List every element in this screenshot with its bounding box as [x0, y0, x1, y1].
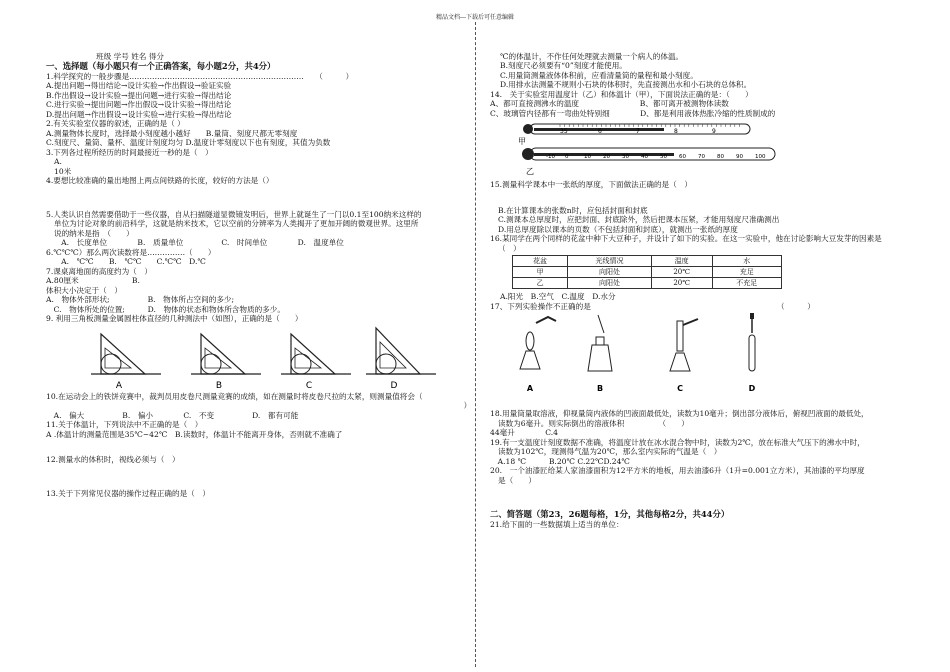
table-header-cell: 光线情况 [568, 256, 652, 267]
spacer [490, 485, 930, 509]
l-q1c: C.进行实验→提出问题→作出假设→设计实验→得出结论 [46, 100, 232, 110]
l-q7: 7.课桌离地面的高度约为（ ） [46, 266, 152, 276]
thermometer-figure [490, 118, 930, 178]
figure-q17 [490, 311, 930, 409]
r-q16: 16.某同学在两个同样的花盆中种下大豆种子，并设计了如下的实验。在这一实验中，他在讨论影响大豆发芽的因素是 [490, 234, 882, 244]
spacer [46, 186, 464, 210]
cylinder [201, 354, 221, 374]
r-1: ℃的体温计，不作任何处理就去测量一个病人的体温。 [500, 52, 684, 61]
scale-yi-1: 0 [565, 154, 569, 161]
left-column [46, 52, 472, 498]
operation-b [588, 315, 612, 393]
l-q7a: A.80厘米 B. [46, 276, 140, 286]
l-q5c: 说的纳米是指 （ ） [54, 228, 134, 238]
l-q2cd: C.刻度尺、量筒、量杯、温度计刻度均匀 D.温度计零刻度以下也有刻度，其值为负数 [46, 138, 331, 148]
column-divider [475, 22, 476, 667]
table-cell: 向阳处 [568, 267, 652, 278]
l-sec1: 一、选择题（每小题只有一个正确答案，每小题2分，共4分） [46, 61, 276, 72]
r-4: D.用排水法测量不规则小石块的体积时，先直接测出水和小石块的总体积。 [500, 80, 752, 90]
setup-c [281, 334, 351, 391]
l-q1: 1.科学探究的一般步骤是…………………………………………………………… （ ） [46, 71, 354, 81]
r-q14cd: C、玻璃管内径都有一弯曲处特别细 D、都是利用液体热胀冷缩的性质制成的 [490, 108, 776, 118]
r-q19o: A.18 ℃ B.20℃ C.22℃D.24℃ [490, 456, 630, 466]
label-d: D [390, 380, 398, 391]
l-info: 班级 学号 姓名 得分 [96, 52, 164, 61]
table-cell: 甲 [513, 267, 568, 278]
test-tube [677, 321, 683, 351]
setup-a [91, 334, 161, 391]
lab-operation-figure [490, 311, 930, 407]
setup-d [366, 328, 436, 391]
l-q13: 13.关于下列常见仪器的操作过程正确的是（ ） [46, 488, 210, 498]
neck [596, 337, 604, 345]
r-q16b: （ ） [498, 243, 521, 253]
table-header-cell: 水 [712, 256, 781, 267]
label-b: B [596, 384, 604, 394]
table-header-cell: 温度 [651, 256, 712, 267]
scale-yi-7: 60 [679, 154, 686, 161]
cylinder [101, 354, 121, 374]
r-q18b: 读数为6毫升。则实际倒出的溶液体积 （ ） [498, 418, 689, 428]
lamp [520, 351, 540, 369]
cylinder [291, 354, 311, 374]
bulb-yi [522, 148, 534, 160]
l-q9: 9. 利用三角板测量金属圆柱体直径的几种测法中（如图），正确的是（ ） [46, 314, 303, 324]
dropper-bulb [750, 313, 754, 319]
scale-jia-0: 35 [560, 128, 568, 136]
bulb-jia [523, 124, 533, 134]
table-cell: 20℃ [651, 278, 712, 289]
spacer [490, 190, 930, 206]
r-2: B.刻度尺必须要有“0”刻度才能使用。 [500, 61, 627, 71]
table-row [513, 278, 782, 289]
r-q20b: 是（ ） [498, 475, 536, 485]
r-q14ab: A、都可直接测沸水的温度 B、都可离开被测物体读数 [490, 99, 729, 109]
flame [526, 332, 534, 350]
r-q15: 15.测量科学课本中一张纸的厚度，下面做法正确的是（ ） [490, 180, 692, 190]
l-q10: 10.在运动会上的铁饼竞赛中，裁判员用皮卷尺测量竞赛的成绩，如在测量时将皮卷尺拉的太紧，则测量值将会（ [46, 391, 423, 401]
figure-q9 [46, 324, 464, 392]
l-q1d: D.提出问题→作出假设→设计实验→进行实验→得出结论 [46, 109, 232, 119]
r-q15c: C.测课本总厚度时，应把封面、封底除外，然后把课本压紧，才能用刻度尺准确测出 [498, 215, 780, 225]
operation-c [670, 319, 698, 393]
label-a: A [115, 380, 123, 391]
r-q19: 19.有一支温度计刻度数据不准确，将温度计放在冰水混合物中时，读数为2℃，放在标准大气压下的沸水中时， [490, 437, 865, 447]
l-q11a: A .体温计的测量范围是35℃~42℃ B.读数时，体温计不能离开身体，否则就不准确了 [46, 429, 343, 439]
l-q3a: A. [54, 157, 62, 167]
scale-jia-1: 6 [598, 128, 602, 136]
l-q5: 5.人类认识自然需要借助于一些仪器，自从扫描隧道显微镜发明后，世界上就诞生了一门以0.1至100纳米这样的 [46, 209, 422, 219]
r-q18: 18.用量筒量取溶液，仰视量筒内液体的凹液面最低处，读数为10毫升；倒出部分液体后，俯视凹液面的最低处， [490, 409, 869, 419]
scale-yi-5: 40 [641, 154, 648, 161]
l-q3: 3.下列各过程所经历的时间最接近一秒的是（ ） [46, 147, 213, 157]
l-q1a: A.提出问题→得出结论→设计实验→作出假设→验证实验 [46, 81, 232, 91]
spacer [46, 439, 464, 455]
r-q19b: 读数为102℃，现测得气温为20℃，那么室内实际的气温是（ ） [498, 447, 722, 457]
table-cell: 充足 [712, 267, 781, 278]
l-q11: 11.关于体温计，下列说法中不正确的是（ ） [46, 420, 203, 430]
l-q10b: ） [456, 401, 472, 411]
lamp [670, 353, 690, 371]
bottle [588, 345, 612, 371]
l-q10o: A. 偏大 B. 偏小 C. 不变 D. 都有可能 [46, 410, 299, 420]
l-q1b: B.作出假设→设计实验→提出问题→进行实验→得出结论 [46, 90, 232, 100]
operation-d [749, 313, 756, 393]
clinical-thermometer [518, 124, 750, 146]
triangle-ruler-figure [46, 324, 446, 390]
l-q5b: 单位为讨论对象的前沿科学，这就是纳米技术，它以空前的分辨率为人类揭开了更加开阔的微观世界。这里所 [54, 219, 419, 229]
table-header-cell: 花盆 [513, 256, 568, 267]
table-cell: 不充足 [712, 278, 781, 289]
l-q6: 6.℃℃℃）那么两次读数将是……………（ ） [46, 247, 216, 257]
l-q2ab: A.测量物体长度时，选择最小刻度越小越好 B.量筒、刻度尺都无零刻度 [46, 128, 298, 138]
r-3: C.用量筒测量液体体积前，应看清量筒的量程和最小刻度。 [500, 70, 698, 80]
scale-yi-8: 70 [698, 154, 705, 161]
scale-yi-11: 100 [755, 154, 766, 161]
page-header: 精品文档---下载后可任意编辑 [435, 14, 515, 21]
r-q17: 17、下列实验操作不正确的是 （ ） [490, 301, 815, 311]
table-cell: 乙 [513, 278, 568, 289]
r-q15d: D.用总厚度除以课本的页数（不包括封面和封底），就测出一张纸的厚度 [498, 224, 738, 234]
label-d: D [748, 384, 756, 394]
l-q6o: A. ℃℃ B. ℃℃ C.℃℃ D.℃ [46, 257, 206, 267]
scale-yi-0: -10 [546, 154, 555, 161]
scale-yi-9: 80 [717, 154, 724, 161]
scale-jia-3: 8 [674, 128, 678, 136]
setup-b [191, 334, 261, 391]
l-q5o: A. 长度单位 B. 质量单位 C. 时间单位 D. 温度单位 [46, 238, 344, 248]
label-jia: 甲 [518, 137, 526, 147]
lab-thermometer [522, 148, 775, 176]
dropper [598, 315, 604, 333]
scale-yi-10: 90 [736, 154, 743, 161]
table-cell: 向阳处 [568, 278, 652, 289]
l-q12: 12.测量水的体积时，视线必须与（ ） [46, 455, 180, 465]
r-q16o: A.阳光 B.空气 C.温度 D.水分 [500, 292, 616, 302]
label-c: C [677, 384, 683, 394]
table-cell: 20℃ [651, 267, 712, 278]
l-q3b: 10米 [54, 166, 72, 176]
operation-a [520, 317, 556, 393]
l-q2: 2.有关实验室仪器的叙述，正确的是（ ） [46, 119, 185, 129]
r-sec2: 二、简答题（第23，26题每格，1分，其他每格2分，共44分） [490, 509, 730, 520]
scale-jia-4: 9 [712, 128, 716, 136]
label-c: C [305, 380, 313, 391]
figure-q14 [490, 118, 930, 180]
table-row [513, 267, 782, 278]
l-q4: 4.要想比较准确的量出地图上两点间铁路的长度，较好的方法是（） [46, 176, 274, 186]
spacer [46, 465, 464, 489]
r-q21: 21.给下面的一些数据填上适当的单位： [490, 519, 624, 529]
r-q14: 14. 关于实验室用温度计（乙）和体温计（甲），下面说法正确的是：（ ） [490, 89, 753, 99]
label-a: A [526, 384, 534, 394]
cylinder [376, 354, 396, 374]
scale-yi-3: 20 [603, 154, 610, 161]
r-q20: 20. 一个油漆匠给某人家油漆面积为12平方米的地板，用去油漆6升（1升=0.001立方米），其油漆的平均厚度 [490, 466, 865, 476]
label-yi: 乙 [526, 167, 534, 177]
table-q16 [512, 255, 782, 289]
r-q15b: B.在计算课本的张数n时，应包括封面和封底 [498, 205, 648, 215]
scale-jia-2: 7 [636, 128, 640, 136]
scale-yi-4: 30 [622, 154, 629, 161]
r-q18o: 44毫升 C.4 [490, 428, 559, 438]
test-tube [749, 335, 755, 371]
triangle-ruler [376, 328, 420, 374]
l-q8ab: A. 物体外部形状; B. 物体所占空间的多少; [46, 295, 235, 305]
table-q16-wrapper [490, 255, 930, 289]
right-column [490, 52, 930, 529]
scale-yi-2: 10 [584, 154, 591, 161]
clamp [683, 319, 698, 325]
l-q8: 体积大小决定于（ ） [46, 285, 122, 295]
label-b: B [215, 380, 223, 391]
scale-yi-6: 50 [660, 154, 667, 161]
hand [536, 317, 556, 323]
l-q8cd: C. 物体所处的位置; D. 物体的状态和物体所含物质的多少。 [46, 304, 285, 314]
